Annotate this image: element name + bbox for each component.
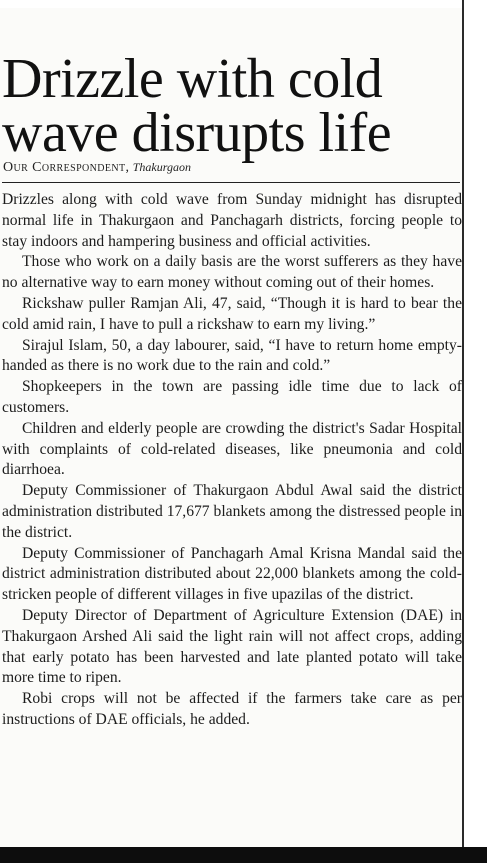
bottom-edge (0, 847, 487, 863)
paragraph: Drizzles along with cold wave from Sunday midnight has disrupted normal life in Thakurgaon and Panchagarh districts, forcing people to stay indoors and hampering business and official activities. (2, 191, 462, 250)
paragraph: Sirajul Islam, 50, a day labourer, said, “I have to return home empty-handed as there is no work due to the rain and cold.” (2, 336, 462, 375)
article-headline: Drizzle with cold wave disrupts life (2, 47, 392, 164)
byline (3, 160, 461, 176)
right-margin (464, 0, 487, 847)
article-body (2, 190, 462, 731)
paragraph: Those who work on a daily basis are the worst sufferers as they have no alternative way to earn money without coming out of their homes. (2, 253, 462, 292)
byline-divider (2, 182, 460, 183)
paragraph: Shopkeepers in the town are passing idle time due to lack of customers. (2, 378, 462, 416)
paragraph: Deputy Commissioner of Panchagarh Amal Krisna Mandal said the district administration distributed about 22,000 blankets among the cold-stricken people of different villages in five upazilas of the district. (2, 544, 462, 604)
paragraph: Rickshaw puller Ramjan Ali, 47, said, “Though it is hard to bear the cold amid rain, I have to pull a rickshaw to earn my living.” (2, 294, 462, 333)
byline-place: Thakurgaon (132, 160, 191, 174)
byline-author: Our Correspondent, (3, 160, 130, 175)
paragraph: Deputy Director of Department of Agriculture Extension (DAE) in Thakurgaon Arshed Ali said the light rain will not affect crops, adding that early potato has been harvested and late planted potato will take more time to ripen. (2, 606, 462, 687)
paragraph: Deputy Commissioner of Thakurgaon Abdul Awal said the district administration distributed 17,677 blankets among the distressed people in the district. (2, 482, 462, 541)
paragraph: Children and elderly people are crowding the district's Sadar Hospital with complaints of cold-related diseases, like pneumonia and cold diarrhoea. (2, 419, 462, 479)
top-margin (0, 0, 468, 8)
paragraph: Robi crops will not be affected if the farmers take care as per instructions of DAE officials, he added. (2, 690, 462, 728)
